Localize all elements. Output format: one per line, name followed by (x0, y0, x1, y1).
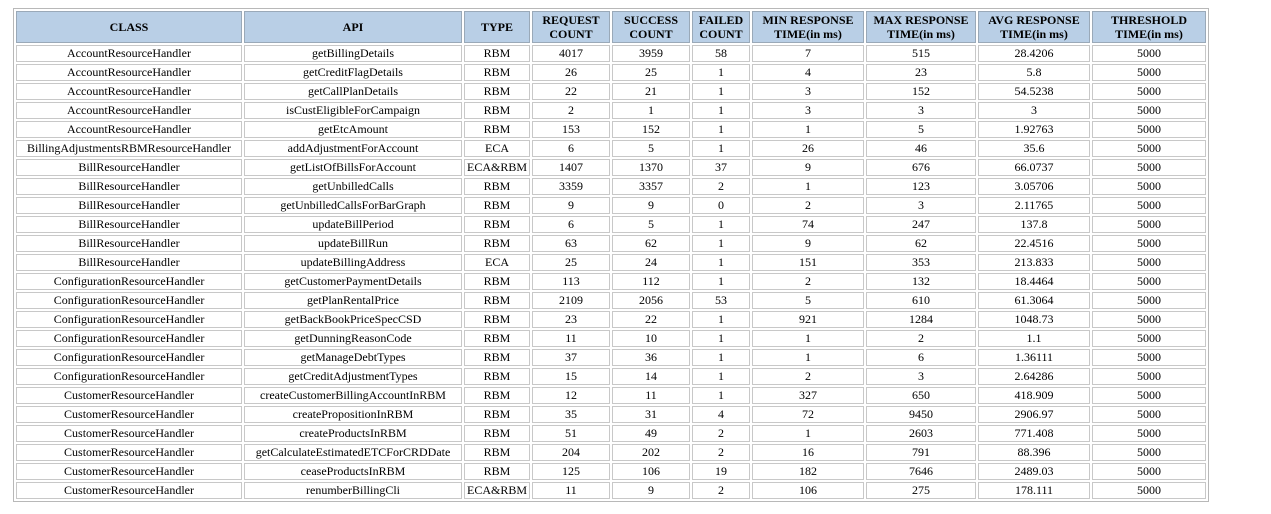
failed-count-cell: 1 (692, 216, 750, 233)
type-cell: ECA (464, 254, 530, 271)
api-cell: getUnbilledCallsForBarGraph (244, 197, 462, 214)
request-count-cell: 2109 (532, 292, 610, 309)
avg-response-time-cell: 1.36111 (978, 349, 1090, 366)
table-row (16, 235, 1206, 252)
table-body (16, 45, 1206, 499)
api-performance-table (13, 8, 1209, 502)
threshold-time-cell: 5000 (1092, 368, 1206, 385)
success-count-cell: 1 (612, 102, 690, 119)
failed-count-cell: 1 (692, 273, 750, 290)
max-response-time-cell: 132 (866, 273, 976, 290)
api-cell: getCallPlanDetails (244, 83, 462, 100)
class-cell: AccountResourceHandler (16, 83, 242, 100)
type-cell: RBM (464, 83, 530, 100)
avg-response-time-cell: 178.111 (978, 482, 1090, 499)
request-count-cell: 11 (532, 482, 610, 499)
table-row (16, 330, 1206, 347)
api-cell: createProductsInRBM (244, 425, 462, 442)
api-cell: getManageDebtTypes (244, 349, 462, 366)
success-count-cell: 22 (612, 311, 690, 328)
threshold-time-cell: 5000 (1092, 406, 1206, 423)
success-count-cell: 3357 (612, 178, 690, 195)
avg-response-time-cell: 18.4464 (978, 273, 1090, 290)
failed-count-cell: 1 (692, 368, 750, 385)
threshold-time-cell: 5000 (1092, 159, 1206, 176)
table-row (16, 64, 1206, 81)
success-count-cell: 24 (612, 254, 690, 271)
max-response-time-cell: 791 (866, 444, 976, 461)
api-cell: getCalculateEstimatedETCForCRDDate (244, 444, 462, 461)
failed-count-cell: 37 (692, 159, 750, 176)
type-cell: RBM (464, 387, 530, 404)
threshold-time-cell: 5000 (1092, 254, 1206, 271)
max-response-time-cell: 275 (866, 482, 976, 499)
success-count-cell: 62 (612, 235, 690, 252)
request-count-cell: 125 (532, 463, 610, 480)
table-row (16, 140, 1206, 157)
failed-count-cell: 1 (692, 254, 750, 271)
max-response-time-cell: 3 (866, 368, 976, 385)
failed-count-cell: 58 (692, 45, 750, 62)
max-response-time-cell: 247 (866, 216, 976, 233)
api-cell: updateBillPeriod (244, 216, 462, 233)
failed-count-cell: 1 (692, 235, 750, 252)
request-count-cell: 3359 (532, 178, 610, 195)
request-count-cell: 15 (532, 368, 610, 385)
report-container (13, 8, 1209, 502)
avg-response-time-cell: 22.4516 (978, 235, 1090, 252)
table-row (16, 83, 1206, 100)
type-cell: RBM (464, 178, 530, 195)
min-response-time-cell: 921 (752, 311, 864, 328)
failed-count-cell: 1 (692, 387, 750, 404)
max-response-time-cell: 3 (866, 197, 976, 214)
class-cell: AccountResourceHandler (16, 102, 242, 119)
max-response-time-cell: 676 (866, 159, 976, 176)
type-cell: RBM (464, 349, 530, 366)
success-count-cell: 21 (612, 83, 690, 100)
type-cell: RBM (464, 330, 530, 347)
class-cell: BillResourceHandler (16, 197, 242, 214)
table-row (16, 178, 1206, 195)
table-row (16, 102, 1206, 119)
avg-response-time-cell: 66.0737 (978, 159, 1090, 176)
avg-response-time-cell: 3.05706 (978, 178, 1090, 195)
threshold-time-cell: 5000 (1092, 197, 1206, 214)
type-cell: RBM (464, 463, 530, 480)
min-response-time-cell: 1 (752, 425, 864, 442)
failed-count-cell: 2 (692, 178, 750, 195)
failed-count-cell: 2 (692, 425, 750, 442)
max-response-time-cell: 610 (866, 292, 976, 309)
table-row (16, 349, 1206, 366)
min-response-time-cell: 3 (752, 83, 864, 100)
avg-response-time-cell: 137.8 (978, 216, 1090, 233)
failed-count-cell: 1 (692, 330, 750, 347)
max-response-time-cell: 6 (866, 349, 976, 366)
avg-response-time-cell: 1.92763 (978, 121, 1090, 138)
request-count-cell: 9 (532, 197, 610, 214)
success-count-cell: 152 (612, 121, 690, 138)
success-count-cell: 202 (612, 444, 690, 461)
threshold-time-cell: 5000 (1092, 235, 1206, 252)
api-cell: getEtcAmount (244, 121, 462, 138)
request-count-cell: 51 (532, 425, 610, 442)
class-cell: ConfigurationResourceHandler (16, 368, 242, 385)
table-row (16, 197, 1206, 214)
api-cell: createCustomerBillingAccountInRBM (244, 387, 462, 404)
api-cell: createPropositionInRBM (244, 406, 462, 423)
api-cell: getUnbilledCalls (244, 178, 462, 195)
table-row (16, 368, 1206, 385)
avg-response-time-cell: 2489.03 (978, 463, 1090, 480)
min-response-time-cell: 106 (752, 482, 864, 499)
min-response-time-cell: 2 (752, 197, 864, 214)
request-count-cell: 23 (532, 311, 610, 328)
max-response-time-cell: 353 (866, 254, 976, 271)
type-cell: ECA (464, 140, 530, 157)
avg-response-time-cell: 213.833 (978, 254, 1090, 271)
class-cell: BillResourceHandler (16, 178, 242, 195)
api-cell: updateBillingAddress (244, 254, 462, 271)
min-response-time-cell: 1 (752, 349, 864, 366)
request-count-cell: 35 (532, 406, 610, 423)
api-cell: updateBillRun (244, 235, 462, 252)
failed-count-cell: 2 (692, 444, 750, 461)
type-cell: RBM (464, 235, 530, 252)
success-count-cell: 1370 (612, 159, 690, 176)
failed-count-cell: 1 (692, 102, 750, 119)
threshold-time-cell: 5000 (1092, 178, 1206, 195)
avg-response-time-cell: 1.1 (978, 330, 1090, 347)
type-cell: RBM (464, 444, 530, 461)
api-cell: addAdjustmentForAccount (244, 140, 462, 157)
min-response-time-cell: 3 (752, 102, 864, 119)
class-cell: CustomerResourceHandler (16, 387, 242, 404)
failed-count-cell: 1 (692, 121, 750, 138)
request-count-cell: 4017 (532, 45, 610, 62)
table-row (16, 121, 1206, 138)
failed-count-cell: 53 (692, 292, 750, 309)
avg-response-time-cell: 35.6 (978, 140, 1090, 157)
max-response-time-cell: 23 (866, 64, 976, 81)
failed-count-cell: 2 (692, 482, 750, 499)
success-count-cell: 5 (612, 216, 690, 233)
max-response-time-cell: 515 (866, 45, 976, 62)
max-response-time-cell: 62 (866, 235, 976, 252)
success-count-cell: 14 (612, 368, 690, 385)
request-count-cell: 6 (532, 216, 610, 233)
max-response-time-cell: 650 (866, 387, 976, 404)
success-count-cell: 31 (612, 406, 690, 423)
max-response-time-cell: 2603 (866, 425, 976, 442)
min-response-time-cell: 5 (752, 292, 864, 309)
class-cell: BillResourceHandler (16, 254, 242, 271)
request-count-cell: 113 (532, 273, 610, 290)
max-response-time-cell: 9450 (866, 406, 976, 423)
table-row (16, 45, 1206, 62)
failed-count-cell: 19 (692, 463, 750, 480)
class-cell: BillResourceHandler (16, 159, 242, 176)
request-count-cell: 153 (532, 121, 610, 138)
column-header-class: CLASS (16, 11, 242, 43)
avg-response-time-cell: 2.64286 (978, 368, 1090, 385)
min-response-time-cell: 7 (752, 45, 864, 62)
header-row (16, 11, 1206, 43)
column-header-failed-count: FAILED COUNT (692, 11, 750, 43)
max-response-time-cell: 3 (866, 102, 976, 119)
success-count-cell: 5 (612, 140, 690, 157)
class-cell: CustomerResourceHandler (16, 482, 242, 499)
class-cell: BillingAdjustmentsRBMResourceHandler (16, 140, 242, 157)
column-header-avg-response-time: AVG RESPONSE TIME(in ms) (978, 11, 1090, 43)
type-cell: RBM (464, 425, 530, 442)
request-count-cell: 63 (532, 235, 610, 252)
avg-response-time-cell: 1048.73 (978, 311, 1090, 328)
type-cell: RBM (464, 64, 530, 81)
table-row (16, 159, 1206, 176)
threshold-time-cell: 5000 (1092, 45, 1206, 62)
class-cell: ConfigurationResourceHandler (16, 330, 242, 347)
threshold-time-cell: 5000 (1092, 102, 1206, 119)
column-header-api: API (244, 11, 462, 43)
threshold-time-cell: 5000 (1092, 387, 1206, 404)
avg-response-time-cell: 2906.97 (978, 406, 1090, 423)
success-count-cell: 9 (612, 482, 690, 499)
api-cell: renumberBillingCli (244, 482, 462, 499)
column-header-success-count: SUCCESS COUNT (612, 11, 690, 43)
avg-response-time-cell: 54.5238 (978, 83, 1090, 100)
threshold-time-cell: 5000 (1092, 349, 1206, 366)
failed-count-cell: 1 (692, 83, 750, 100)
request-count-cell: 1407 (532, 159, 610, 176)
min-response-time-cell: 16 (752, 444, 864, 461)
max-response-time-cell: 2 (866, 330, 976, 347)
class-cell: CustomerResourceHandler (16, 463, 242, 480)
failed-count-cell: 0 (692, 197, 750, 214)
threshold-time-cell: 5000 (1092, 140, 1206, 157)
min-response-time-cell: 9 (752, 159, 864, 176)
max-response-time-cell: 152 (866, 83, 976, 100)
type-cell: RBM (464, 45, 530, 62)
class-cell: BillResourceHandler (16, 235, 242, 252)
request-count-cell: 204 (532, 444, 610, 461)
avg-response-time-cell: 88.396 (978, 444, 1090, 461)
type-cell: RBM (464, 292, 530, 309)
success-count-cell: 112 (612, 273, 690, 290)
threshold-time-cell: 5000 (1092, 121, 1206, 138)
threshold-time-cell: 5000 (1092, 463, 1206, 480)
class-cell: ConfigurationResourceHandler (16, 311, 242, 328)
class-cell: AccountResourceHandler (16, 64, 242, 81)
failed-count-cell: 1 (692, 64, 750, 81)
max-response-time-cell: 46 (866, 140, 976, 157)
request-count-cell: 25 (532, 254, 610, 271)
table-row (16, 254, 1206, 271)
min-response-time-cell: 74 (752, 216, 864, 233)
api-cell: ceaseProductsInRBM (244, 463, 462, 480)
threshold-time-cell: 5000 (1092, 273, 1206, 290)
type-cell: RBM (464, 216, 530, 233)
avg-response-time-cell: 5.8 (978, 64, 1090, 81)
request-count-cell: 12 (532, 387, 610, 404)
success-count-cell: 11 (612, 387, 690, 404)
api-cell: isCustEligibleForCampaign (244, 102, 462, 119)
min-response-time-cell: 1 (752, 330, 864, 347)
class-cell: AccountResourceHandler (16, 121, 242, 138)
request-count-cell: 11 (532, 330, 610, 347)
threshold-time-cell: 5000 (1092, 311, 1206, 328)
api-cell: getPlanRentalPrice (244, 292, 462, 309)
type-cell: ECA&RBM (464, 482, 530, 499)
min-response-time-cell: 1 (752, 178, 864, 195)
column-header-threshold-time: THRESHOLD TIME(in ms) (1092, 11, 1206, 43)
threshold-time-cell: 5000 (1092, 64, 1206, 81)
class-cell: ConfigurationResourceHandler (16, 273, 242, 290)
request-count-cell: 26 (532, 64, 610, 81)
threshold-time-cell: 5000 (1092, 425, 1206, 442)
table-row (16, 463, 1206, 480)
api-cell: getCustomerPaymentDetails (244, 273, 462, 290)
request-count-cell: 2 (532, 102, 610, 119)
api-cell: getDunningReasonCode (244, 330, 462, 347)
threshold-time-cell: 5000 (1092, 83, 1206, 100)
min-response-time-cell: 4 (752, 64, 864, 81)
success-count-cell: 36 (612, 349, 690, 366)
avg-response-time-cell: 771.408 (978, 425, 1090, 442)
class-cell: CustomerResourceHandler (16, 444, 242, 461)
threshold-time-cell: 5000 (1092, 292, 1206, 309)
min-response-time-cell: 9 (752, 235, 864, 252)
column-header-type: TYPE (464, 11, 530, 43)
failed-count-cell: 1 (692, 140, 750, 157)
type-cell: RBM (464, 102, 530, 119)
class-cell: AccountResourceHandler (16, 45, 242, 62)
max-response-time-cell: 123 (866, 178, 976, 195)
success-count-cell: 25 (612, 64, 690, 81)
request-count-cell: 22 (532, 83, 610, 100)
api-cell: getListOfBillsForAccount (244, 159, 462, 176)
failed-count-cell: 4 (692, 406, 750, 423)
type-cell: RBM (464, 121, 530, 138)
column-header-min-response-time: MIN RESPONSE TIME(in ms) (752, 11, 864, 43)
threshold-time-cell: 5000 (1092, 482, 1206, 499)
table-row (16, 311, 1206, 328)
min-response-time-cell: 2 (752, 273, 864, 290)
type-cell: RBM (464, 273, 530, 290)
table-row (16, 273, 1206, 290)
min-response-time-cell: 2 (752, 368, 864, 385)
class-cell: BillResourceHandler (16, 216, 242, 233)
failed-count-cell: 1 (692, 349, 750, 366)
min-response-time-cell: 26 (752, 140, 864, 157)
table-row (16, 216, 1206, 233)
avg-response-time-cell: 61.3064 (978, 292, 1090, 309)
class-cell: ConfigurationResourceHandler (16, 349, 242, 366)
success-count-cell: 49 (612, 425, 690, 442)
request-count-cell: 37 (532, 349, 610, 366)
success-count-cell: 3959 (612, 45, 690, 62)
success-count-cell: 106 (612, 463, 690, 480)
threshold-time-cell: 5000 (1092, 216, 1206, 233)
threshold-time-cell: 5000 (1092, 330, 1206, 347)
threshold-time-cell: 5000 (1092, 444, 1206, 461)
table-row (16, 292, 1206, 309)
type-cell: ECA&RBM (464, 159, 530, 176)
table-row (16, 406, 1206, 423)
type-cell: RBM (464, 406, 530, 423)
success-count-cell: 10 (612, 330, 690, 347)
type-cell: RBM (464, 311, 530, 328)
max-response-time-cell: 1284 (866, 311, 976, 328)
column-header-request-count: REQUEST COUNT (532, 11, 610, 43)
class-cell: CustomerResourceHandler (16, 425, 242, 442)
min-response-time-cell: 327 (752, 387, 864, 404)
class-cell: ConfigurationResourceHandler (16, 292, 242, 309)
api-cell: getCreditAdjustmentTypes (244, 368, 462, 385)
api-cell: getCreditFlagDetails (244, 64, 462, 81)
avg-response-time-cell: 28.4206 (978, 45, 1090, 62)
class-cell: CustomerResourceHandler (16, 406, 242, 423)
min-response-time-cell: 182 (752, 463, 864, 480)
avg-response-time-cell: 418.909 (978, 387, 1090, 404)
success-count-cell: 2056 (612, 292, 690, 309)
table-row (16, 482, 1206, 499)
type-cell: RBM (464, 368, 530, 385)
avg-response-time-cell: 2.11765 (978, 197, 1090, 214)
type-cell: RBM (464, 197, 530, 214)
api-cell: getBackBookPriceSpecCSD (244, 311, 462, 328)
success-count-cell: 9 (612, 197, 690, 214)
min-response-time-cell: 1 (752, 121, 864, 138)
min-response-time-cell: 151 (752, 254, 864, 271)
column-header-max-response-time: MAX RESPONSE TIME(in ms) (866, 11, 976, 43)
api-cell: getBillingDetails (244, 45, 462, 62)
min-response-time-cell: 72 (752, 406, 864, 423)
table-row (16, 425, 1206, 442)
max-response-time-cell: 7646 (866, 463, 976, 480)
table-row (16, 387, 1206, 404)
table-row (16, 444, 1206, 461)
request-count-cell: 6 (532, 140, 610, 157)
max-response-time-cell: 5 (866, 121, 976, 138)
avg-response-time-cell: 3 (978, 102, 1090, 119)
failed-count-cell: 1 (692, 311, 750, 328)
